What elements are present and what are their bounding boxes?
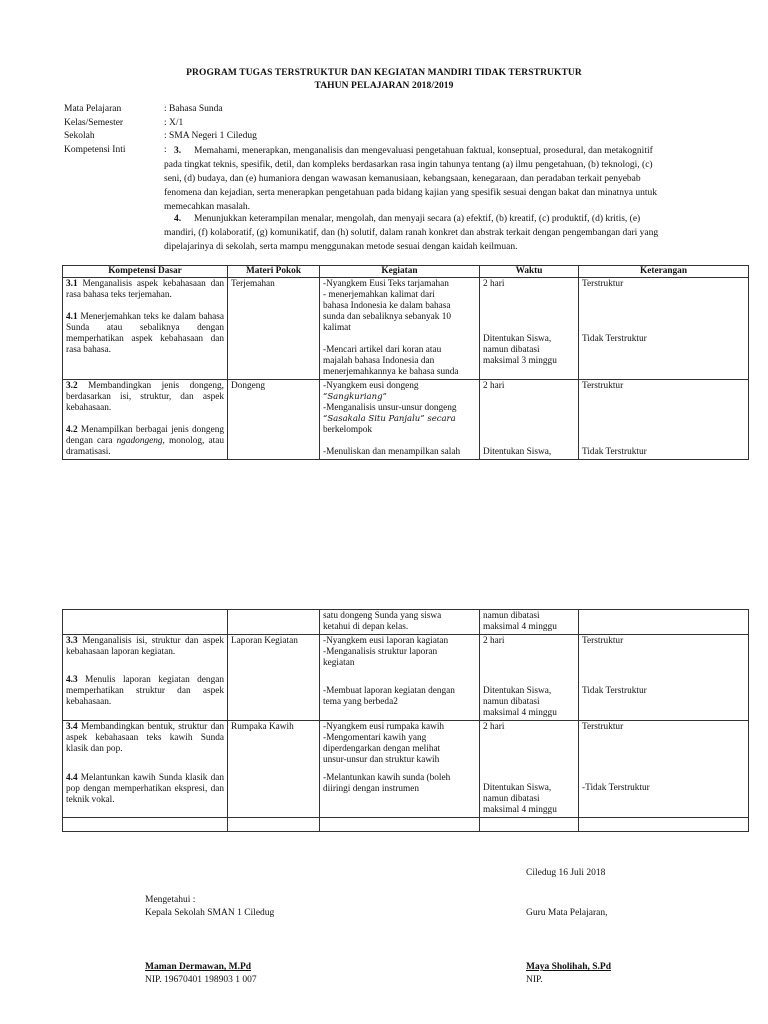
teacher-role: Guru Mata Pelajaran, (526, 908, 608, 918)
ki3-line: seni, (d) budaya, dan (e) humaniora dengan wawasan kemanusiaan, kebangsaan, kenegaraan, dan peradaban terkait penyebab (164, 174, 641, 184)
kd-cell (63, 610, 228, 635)
kd-item: 4.2 Menampilkan berbagai jenis dongeng dengan cara ngadongeng, monolog, atau dramatisasi. (66, 425, 224, 457)
header-kegiatan: Kegiatan (320, 266, 480, 278)
info-label: Kelas/Semester (64, 118, 124, 128)
kd-item: 4.1 Menerjemahkan teks ke dalam bahasa Sunda atau sebaliknya dengan memperhatikan aspek kebahasaan dan rasa bahasa. (66, 312, 224, 355)
place-date: Ciledug 16 Juli 2018 (526, 868, 606, 878)
ki3-line: memecahkan masalah. (164, 202, 250, 212)
ki3-number: 3. (174, 146, 182, 156)
principal-nip: NIP. 19670401 198903 1 007 (145, 975, 257, 985)
kompetensi-table-part1 (62, 265, 749, 460)
waktu-cell: namun dibatasi maksimal 4 minggu (480, 610, 579, 635)
kegiatan-cell: satu dongeng Sunda yang siswa ketahui di depan kelas. (320, 610, 480, 635)
table-row (63, 380, 749, 460)
info-value: : Bahasa Sunda (164, 104, 223, 114)
kd-item: 4.4 Melantunkan kawih Sunda klasik dan pop dengan memperhatikan ekspresi, dan teknik vokal. (66, 773, 224, 805)
kd-cell (63, 278, 228, 380)
kompetensi-table-part2 (62, 609, 749, 832)
ki4-line: dipelajarinya di sekolah, serta mampu menggunakan metode sesuai dengan kaidah keilmuan. (164, 242, 518, 252)
keterangan-cell: Terstruktur Tidak Terstruktur (579, 635, 749, 721)
table-row (63, 610, 749, 635)
table-header-row (63, 266, 749, 278)
teacher-name: Maya Sholihah, S.Pd (526, 962, 611, 972)
table-row-empty (63, 818, 749, 832)
keterangan-cell (579, 610, 749, 635)
header-waktu: Waktu (480, 266, 579, 278)
keterangan-cell: Terstruktur -Tidak Terstruktur (579, 721, 749, 818)
waktu-cell: 2 hari Ditentukan Siswa, namun dibatasi maksimal 4 minggu (480, 721, 579, 818)
kd-item: 3.2 Membandingkan jenis dongeng, berdasarkan isi, struktur, dan aspek kebahasaan. (66, 381, 224, 413)
ki4-number: 4. (174, 214, 182, 224)
info-value: : X/1 (164, 118, 184, 128)
kd-item: 3.1 Menganalisis aspek kebahasaan dan rasa bahasa teks terjemahan. (66, 279, 224, 300)
kd-item: 3.3 Menganalisis isi, struktur dan aspek kebahasaan laporan kegiatan. (66, 636, 224, 657)
info-label: Sekolah (64, 131, 95, 141)
waktu-cell: 2 hari Ditentukan Siswa, (480, 380, 579, 460)
kd-cell (63, 380, 228, 460)
table-row (63, 635, 749, 721)
header-keterangan: Keterangan (579, 266, 749, 278)
ki3-line: pada tingkat teknis, spesifik, detil, dan kompleks berdasarkan rasa ingin tahunya tentang (a) ilmu pengetahuan, (b) teknologi, (c) (164, 160, 653, 170)
table-row (63, 721, 749, 818)
keterangan-cell: Terstruktur Tidak Terstruktur (579, 278, 749, 380)
document-subtitle: TAHUN PELAJARAN 2018/2019 (314, 81, 454, 91)
kd-item: 3.4 Membandingkan bentuk, struktur dan aspek kebahasaan teks kawih Sunda klasik dan pop. (66, 722, 224, 754)
kd-item: 4.3 Menulis laporan kegiatan dengan memperhatikan struktur dan aspek kebahasaan. (66, 675, 224, 707)
kegiatan-cell: -Nyangkem Eusi Teks tarjamahan - menerjemahkan kalimat dari bahasa Indonesia ke dalam bahasa sunda dan sebaliknya sebanyak 10 kalimat -Mencari artikel dari koran atau majalah bahasa Indonesia dan menerjemahkannya ke bahasa sunda (320, 278, 480, 380)
header-materi-pokok: Materi Pokok (228, 266, 320, 278)
info-label: Mata Pelajaran (64, 104, 122, 114)
materi-cell (228, 610, 320, 635)
ki3-line: fenomena dan kejadian, serta menerapkan pengetahuan pada bidang kajian yang spesifik sesuai dengan bakat dan minatnya untuk (164, 188, 658, 198)
kd-cell (63, 721, 228, 818)
waktu-cell: 2 hari Ditentukan Siswa, namun dibatasi maksimal 3 minggu (480, 278, 579, 380)
principal-name: Maman Dermawan, M.Pd (145, 962, 252, 972)
info-value: : (164, 145, 167, 155)
kd-cell (63, 635, 228, 721)
materi-cell: Rumpaka Kawih (228, 721, 320, 818)
mengetahui-label: Mengetahui : (145, 895, 196, 905)
ki4-line: Menunjukkan keterampilan menalar, mengolah, dan menyaji secara (a) efektif, (b) kreatif, (c) produktif, (d) kritis, (e) (194, 214, 641, 224)
waktu-cell: 2 hari Ditentukan Siswa, namun dibatasi maksimal 4 minggu (480, 635, 579, 721)
header-kompetensi-dasar: Kompetensi Dasar (63, 266, 228, 278)
materi-cell: Laporan Kegiatan (228, 635, 320, 721)
materi-cell: Terjemahan (228, 278, 320, 380)
principal-role: Kepala Sekolah SMAN 1 Ciledug (145, 908, 275, 918)
ki4-line: mandiri, (f) kolaboratif, (g) komunikatif, dan (h) solutif, dalam ranah konkret dan abstrak terkait dengan pengembangan dari yang (164, 228, 659, 238)
teacher-nip: NIP. (526, 975, 543, 985)
info-value: : SMA Negeri 1 Ciledug (164, 131, 257, 141)
info-label: Kompetensi Inti (64, 145, 126, 155)
kegiatan-cell: -Nyangkem eusi dongeng “Sangkuriang” -Menganalisis unsur-unsur dongeng “Sasakala Situ Panjalu” secara berkelompok -Menuliskan dan menampilkan salah (320, 380, 480, 460)
keterangan-cell: Terstruktur Tidak Terstruktur (579, 380, 749, 460)
table-row (63, 278, 749, 380)
document-title: PROGRAM TUGAS TERSTRUKTUR DAN KEGIATAN MANDIRI TIDAK TERSTRUKTUR (186, 68, 582, 78)
kegiatan-cell: -Nyangkem eusi rumpaka kawih -Mengomentari kawih yang diperdengarkan dengan melihat unsur-unsur dan struktur kawih -Melantunkan kawih sunda (boleh diiringi dengan instrumen (320, 721, 480, 818)
kegiatan-cell: -Nyangkem eusi laporan kagiatan -Menganalisis struktur laporan kegiatan -Membuat laporan kegiatan dengan tema yang berbeda2 (320, 635, 480, 721)
materi-cell: Dongeng (228, 380, 320, 460)
ki3-line: Memahami, menerapkan, menganalisis dan mengevaluasi pengetahuan faktual, konseptual, prosedural, dan metakognitif (194, 146, 653, 156)
